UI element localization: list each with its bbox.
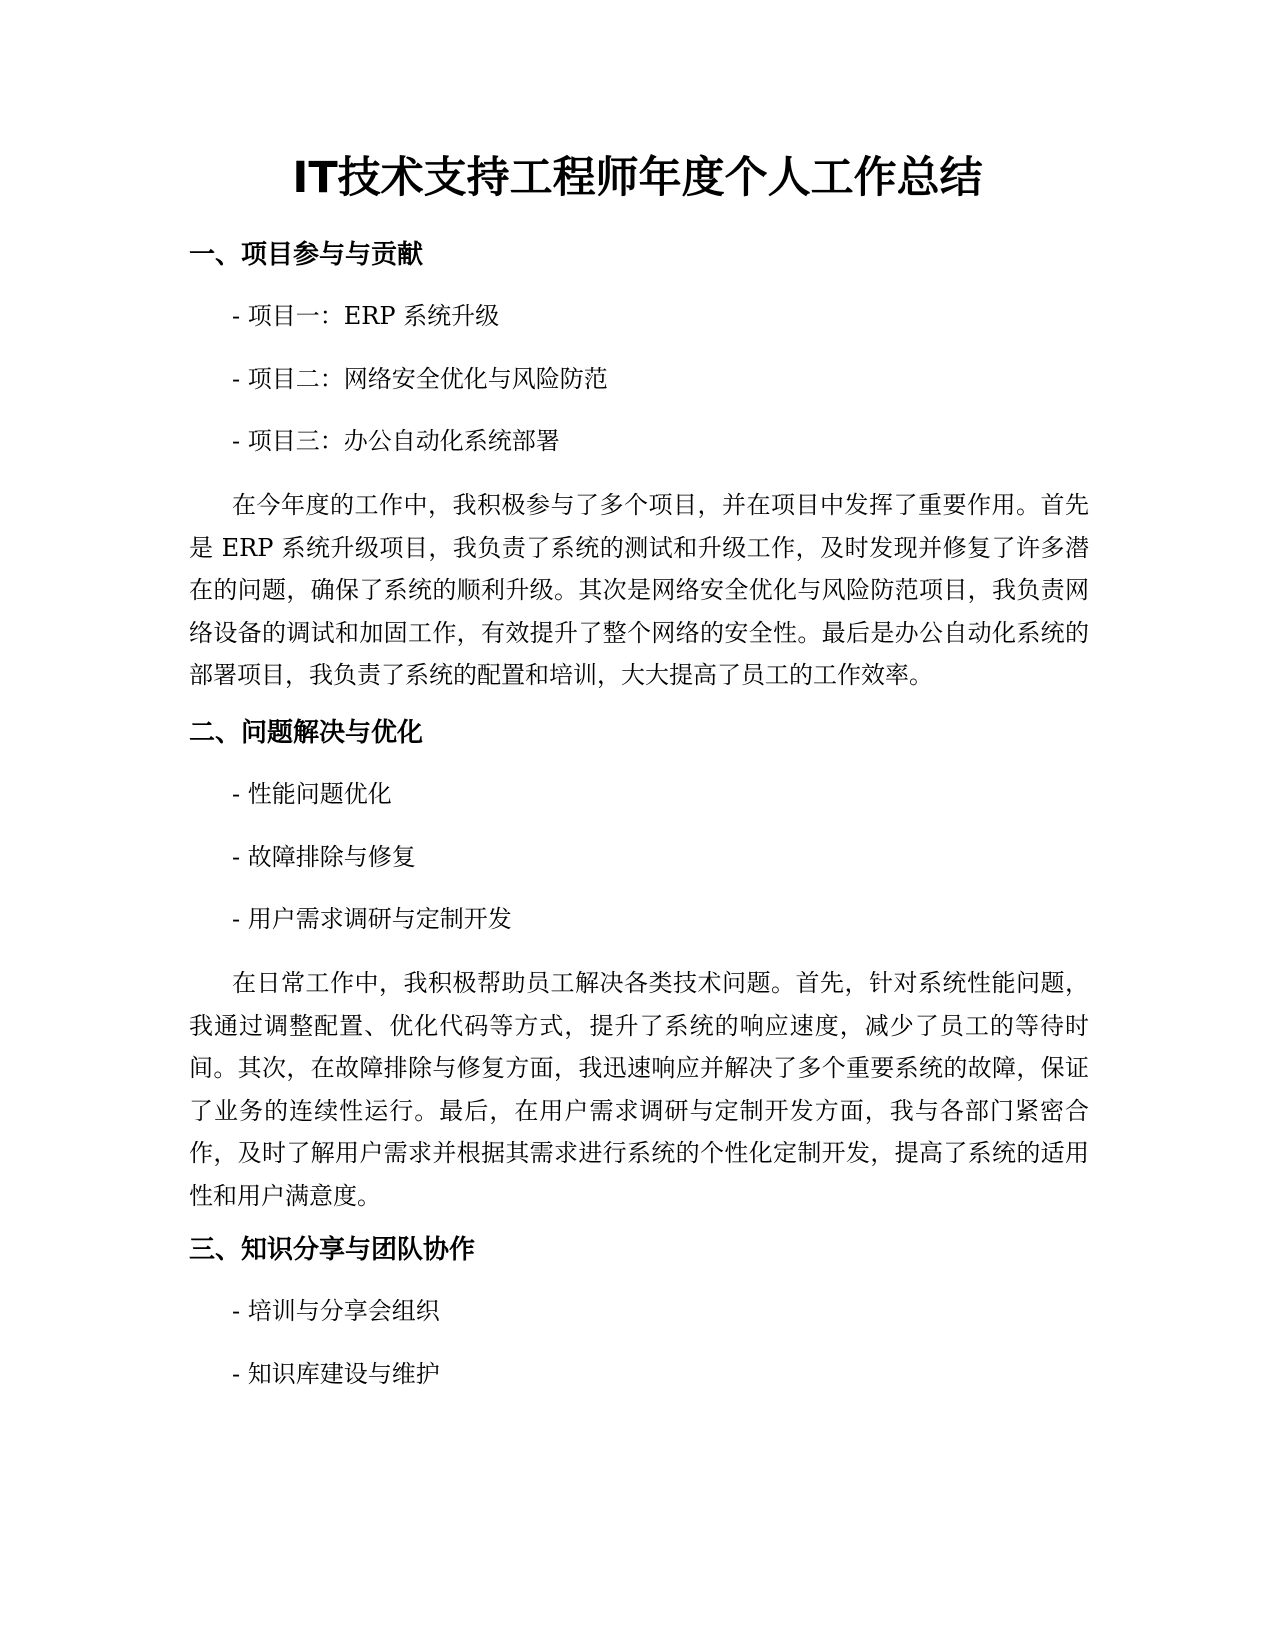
bullet-item: - 项目二：网络安全优化与风险防范 [232,365,608,393]
section-paragraph: 在今年度的工作中，我积极参与了多个项目，并在项目中发挥了重要作用。首先是 ERP 系统升级项目，我负责了系统的测试和升级工作，及时发现并修复了许多潜在的问题，确保了系统的顺利升级。其次是网络安全优化与风险防范项目，我负责网络设备的调试和加固工作，有效提升了整个网络的安全性。最后是办公自动化系统的部署项目，我负责了系统的配置和培训，大大提高了员工的工作效率。 [189,491,1089,689]
bullet-item: - 培训与分享会组织 [232,1297,440,1325]
section-heading: 二、问题解决与优化 [189,718,424,748]
bullet-item: - 知识库建设与维护 [232,1360,440,1388]
bullet-item: - 故障排除与修复 [232,843,416,871]
section-paragraph: 在日常工作中，我积极帮助员工解决各类技术问题。首先，针对系统性能问题，我通过调整配置、优化代码等方式，提升了系统的响应速度，减少了员工的等待时间。其次，在故障排除与修复方面，我迅速响应并解决了多个重要系统的故障，保证了业务的连续性运行。最后，在用户需求调研与定制开发方面，我与各部门紧密合作，及时了解用户需求并根据其需求进行系统的个性化定制开发，提高了系统的适用性和用户满意度。 [189,969,1089,1210]
section-heading: 一、项目参与与贡献 [189,240,424,270]
bullet-item: - 用户需求调研与定制开发 [232,905,512,933]
bullet-item: - 项目一：ERP 系统升级 [232,302,500,330]
document-title: IT技术支持工程师年度个人工作总结 [292,153,983,203]
section-heading: 三、知识分享与团队协作 [189,1235,476,1265]
bullet-item: - 项目三：办公自动化系统部署 [232,427,560,455]
bullet-item: - 性能问题优化 [232,780,392,808]
